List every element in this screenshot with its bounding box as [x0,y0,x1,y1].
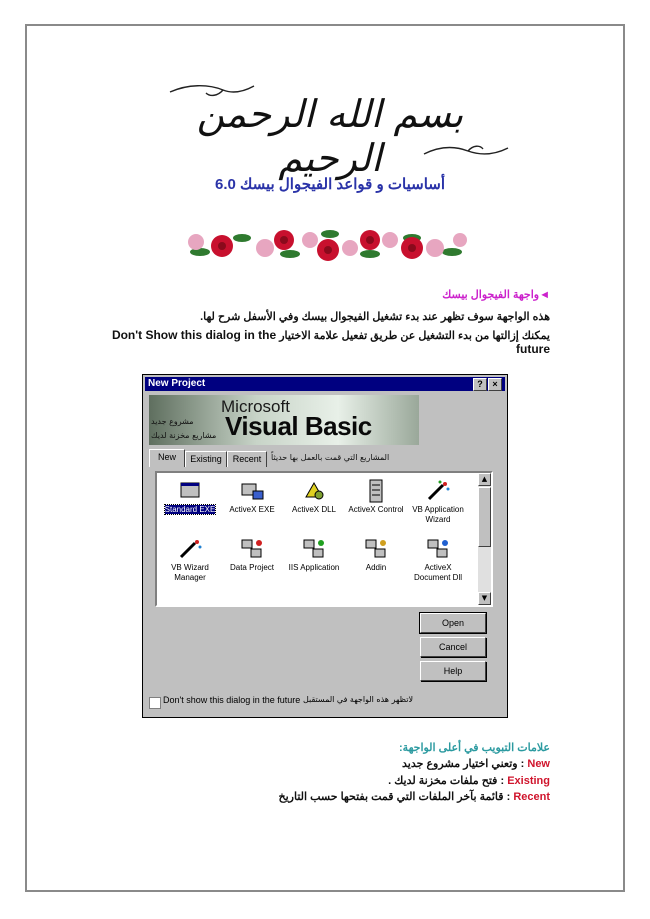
keyword-recent: Recent [513,791,550,803]
tab-new[interactable]: New [149,449,185,467]
checkbox-annotation: لاتظهر هذه الواجهة في المستقبل [303,695,414,704]
project-item-activex-exe[interactable] [221,479,283,515]
help-title-button[interactable]: ? [473,378,487,391]
tab-explanation-recent [279,790,551,803]
standard-exe-icon [177,479,203,503]
cancel-button[interactable]: Cancel [420,637,486,657]
bismillah-calligraphy: بسم الله الرحمن الرحيم [196,92,464,180]
intro-paragraph: هذه الواجهة سوف تظهر عند بدء تشغيل الفيجوال بيسك وفي الأسفل شرح لها. [200,311,550,323]
activex-document-icon [425,537,451,561]
tab-recent[interactable]: Recent [227,451,267,467]
project-label: ActiveX Control [348,505,404,514]
explanation-text: : فتح ملفات مخزنة لديك . [388,775,508,787]
dialog-titlebar [145,377,505,391]
open-button[interactable]: Open [420,613,486,633]
page-title: أساسيات و قواعد الفيجوال بيسك 6.0 [214,176,446,193]
project-label: VB Application Wizard [412,505,464,524]
removal-text: يمكنك إزالتها من بدء التشغيل عن طريق تفعيل علامة الاختيار [279,330,550,342]
project-item-iis-application[interactable] [283,537,345,573]
explanation-text: : وتعني اختيار مشروع جديد [402,758,528,770]
tab-existing[interactable]: Existing [185,451,227,467]
project-type-list[interactable] [155,471,493,607]
banner-visual-basic: Visual Basic [225,411,372,441]
dont-show-checkbox[interactable] [149,697,161,709]
project-item-vb-application-wizard[interactable] [407,479,469,525]
dont-show-label: Don't show this dialog in the future [163,695,301,705]
activex-control-icon [363,479,389,503]
project-item-addin[interactable] [345,537,407,573]
project-label: ActiveX DLL [291,505,337,514]
iis-application-icon [301,537,327,561]
help-button[interactable]: Help [420,661,486,681]
annotation-recent: المشاريع التي قمت بالعمل بها حديثاً [271,453,390,462]
activex-dll-icon [301,479,327,503]
addin-icon [363,537,389,561]
project-item-activex-dll[interactable] [283,479,345,515]
project-item-data-project[interactable] [221,537,283,573]
project-label: VB Wizard Manager [171,563,209,582]
keyword-new: New [527,758,550,770]
scroll-thumb[interactable] [478,487,491,547]
new-project-dialog [142,374,508,718]
close-button[interactable]: × [488,378,502,391]
activex-exe-icon [239,479,265,503]
tab-explanation-new [402,757,550,770]
data-project-icon [239,537,265,561]
project-item-vb-wizard-manager[interactable] [159,537,221,583]
tab-explanation-existing [388,774,550,787]
checkbox-name-text: Don't Show this dialog in the future [111,328,550,356]
removal-paragraph [90,328,550,356]
scroll-up-icon[interactable]: ▲ [478,473,491,486]
scroll-down-icon[interactable]: ▼ [478,592,491,605]
wizard-icon [425,479,451,503]
keyword-existing: Existing [507,775,550,787]
roses-decoration-icon [180,218,470,270]
dialog-title: New Project [148,378,206,389]
project-label: Addin [365,563,387,572]
project-item-activex-control[interactable] [345,479,407,515]
project-label: ActiveX EXE [229,505,275,514]
list-scrollbar[interactable] [478,473,491,605]
project-item-activex-document-dll[interactable] [407,537,469,583]
project-label: IIS Application [288,563,340,572]
project-label: ActiveX Document Dll [413,563,462,582]
annotation-existing: مشاريع مخزنة لديك [151,431,217,440]
project-item-standard-exe[interactable] [159,479,221,515]
wizard-manager-icon [177,537,203,561]
section-heading: ◄واجهة الفيجوال بيسك [442,289,550,301]
tabs-heading: علامات التبويب في أعلى الواجهة: [399,742,550,754]
banner-microsoft: Microsoft [221,397,290,416]
project-label: Standard EXE [164,505,216,514]
project-label: Data Project [229,563,275,572]
explanation-text: : قائمة بآخر الملفات التي قمت بفتحها حسب التاريخ [278,791,514,803]
annotation-new: مشروع جديد [151,417,194,426]
